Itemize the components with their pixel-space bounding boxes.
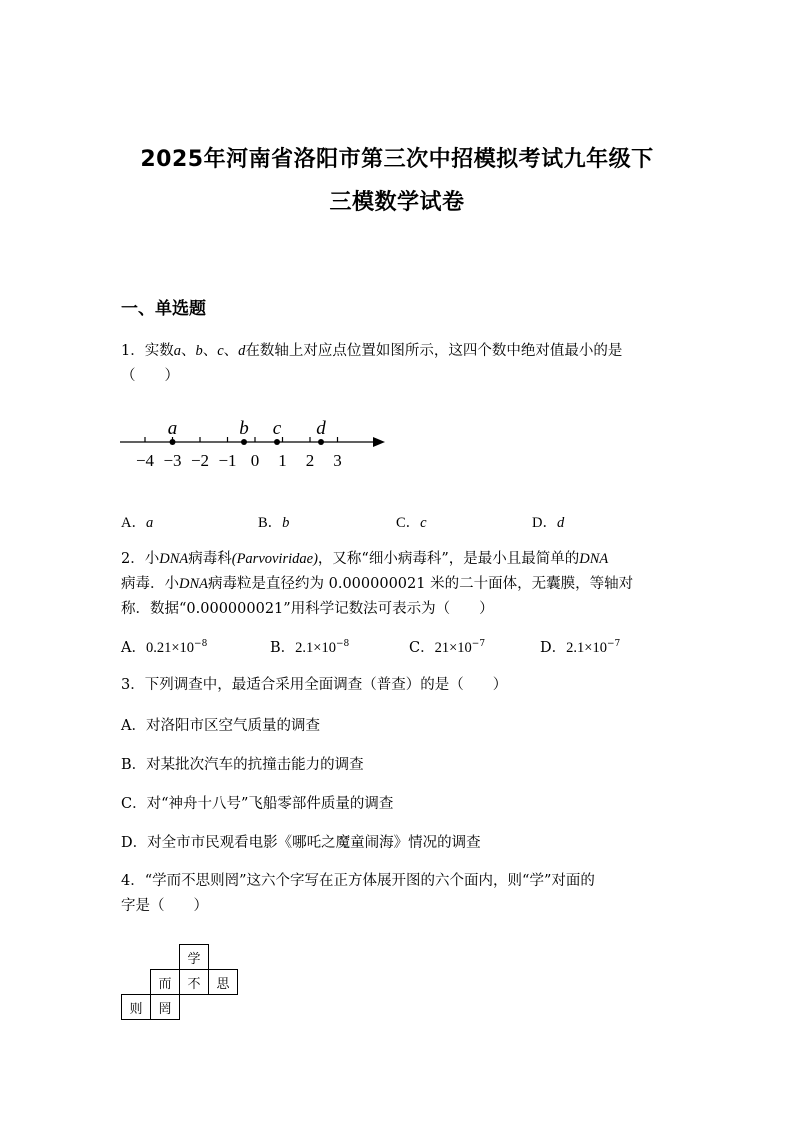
number-line-point-label-c: c — [272, 418, 282, 439]
question-4-stem: 4．“学而不思则罔”这六个字写在正方体展开图的六个面内，则“学”对面的 字是（ ） — [121, 873, 595, 914]
net-cell — [180, 995, 209, 1020]
q2-latin-name: (Parvoviridae) — [231, 551, 318, 567]
number-line-point-c — [274, 439, 280, 445]
cube-net-figure — [121, 944, 238, 1020]
exam-title-line1: 2025年河南省洛阳市第三次中招模拟考试九年级下 — [140, 147, 654, 172]
number-line-tick-label: −2 — [190, 451, 210, 470]
q2-option-b[interactable]: B．$2.1\times 10^{-8}$ — [270, 639, 350, 656]
question-1-stem: 1．实数a、b、c、d在数轴上对应点位置如图所示，这四个数中绝对值最小的是 （ ） — [121, 343, 623, 384]
net-cell — [122, 970, 151, 995]
q2-option-d[interactable]: D．$2.1\times 10^{-7}$ — [540, 639, 621, 656]
number-line-point-d — [318, 439, 324, 445]
net-cell — [209, 995, 238, 1020]
number-line-point-label-a: a — [167, 418, 178, 439]
number-line-point-a — [170, 439, 176, 445]
q2-dna-3: DNA — [179, 576, 208, 592]
q1-paren: （ ） — [121, 368, 179, 384]
net-cell — [151, 945, 180, 970]
number-line-tick-label: −3 — [163, 451, 182, 470]
q1-option-c[interactable]: C．c — [396, 515, 427, 531]
q1-var-d: d — [238, 343, 246, 359]
number-line-point-b — [241, 439, 247, 445]
number-line-tick-label: −4 — [135, 451, 155, 470]
q3-option-d[interactable]: D．对全市市民观看电影《哪吒之魔童闹海》情况的调查 — [121, 835, 481, 851]
q1-var-b: b — [195, 343, 203, 359]
number-line-tick-label: −1 — [218, 451, 237, 470]
q2-dna-1: DNA — [159, 551, 189, 567]
q1-var-a: a — [173, 343, 181, 359]
q1-var-c: c — [217, 343, 224, 359]
question-3-stem: 3．下列调查中，最适合采用全面调查（普查）的是（ ） — [121, 677, 508, 693]
net-cell-xue: 学 — [180, 945, 209, 970]
number-line-tick-label: 0 — [250, 451, 260, 470]
q1-prefix: 1．实数 — [121, 343, 174, 359]
number-line-arrow — [373, 437, 385, 447]
exam-title-line2: 三模数学试卷 — [329, 190, 465, 215]
net-cell-wang: 罔 — [151, 995, 180, 1020]
number-line-point-label-b: b — [239, 418, 249, 439]
section-heading-single-choice: 一、单选题 — [121, 299, 206, 319]
number-line-figure — [115, 415, 395, 475]
net-cell — [122, 945, 151, 970]
q1-option-a[interactable]: A．a — [121, 515, 154, 531]
number-line-tick-label: 3 — [333, 451, 342, 470]
q2-option-c[interactable]: C．$21\times 10^{-7}$ — [409, 639, 486, 656]
q3-option-b[interactable]: B．对某批次汽车的抗撞击能力的调查 — [121, 757, 364, 773]
q2-option-a[interactable]: A．$0.21\times 10^{-8}$ — [121, 639, 208, 656]
question-2-stem: 2．小DNA病毒科(Parvoviridae)，又称“细小病毒科”，是最小且最简单的DNA 病毒．小DNA病毒粒是直径约为 0.000000021 米的二十面体，无囊膜，等轴对 称．数据“0.000000021”用科学记数法可表示为（ ） — [121, 551, 634, 617]
q3-option-c[interactable]: C．对“神舟十八号”飞船零部件质量的调查 — [121, 796, 394, 812]
net-cell-ze: 则 — [122, 995, 151, 1020]
q1-option-b[interactable]: B．b — [258, 515, 290, 531]
q1-option-d[interactable]: D．d — [532, 515, 565, 531]
net-cell-bu: 不 — [180, 970, 209, 995]
net-cell-si: 思 — [209, 970, 238, 995]
number-line-tick-label: 2 — [305, 451, 315, 470]
number-line-tick-label: 1 — [278, 451, 287, 470]
net-cell — [209, 945, 238, 970]
number-line-point-label-d: d — [316, 418, 326, 439]
q1-text: 在数轴上对应点位置如图所示，这四个数中绝对值最小的是 — [245, 343, 623, 359]
q3-option-a[interactable]: A．对洛阳市区空气质量的调查 — [121, 718, 320, 734]
q2-dna-2: DNA — [579, 551, 609, 567]
net-cell-er: 而 — [151, 970, 180, 995]
